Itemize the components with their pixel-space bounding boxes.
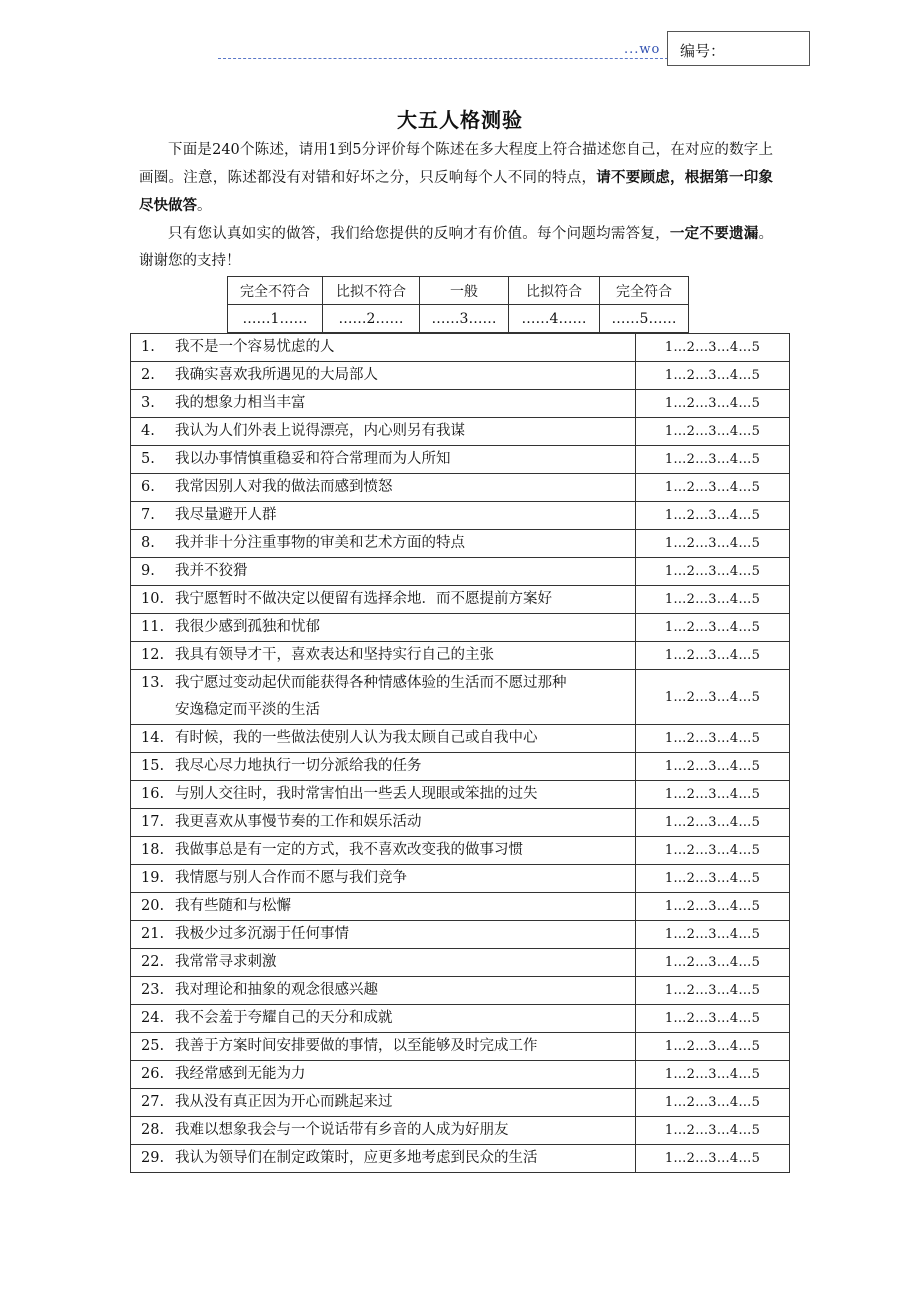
question-cell (131, 865, 636, 893)
question-cell (131, 446, 636, 474)
table-row (131, 837, 790, 865)
instructions-paragraph-1 (139, 137, 773, 220)
question-text: 我很少感到孤独和忧郁 (175, 619, 320, 635)
id-number-box[interactable] (667, 31, 810, 66)
question-number: 21. (141, 926, 165, 942)
question-cell (131, 418, 636, 446)
question-text: 我的想象力相当丰富 (175, 395, 306, 411)
scale-value: ……2…… (323, 305, 420, 333)
question-text: 我并不狡猾 (175, 563, 248, 579)
question-text: 与别人交往时，我时常害怕出一些丢人现眼或笨拙的过失 (175, 786, 538, 802)
answer-scale[interactable]: 1…2…3…4…5 (636, 670, 790, 725)
table-row (131, 642, 790, 670)
question-cell (131, 614, 636, 642)
question-text: 我更喜欢从事慢节奏的工作和娱乐活动 (175, 814, 422, 830)
table-row (131, 1061, 790, 1089)
question-text: 我宁愿暂时不做决定以便留有选择余地．而不愿提前方案好 (175, 591, 552, 607)
question-text: 我经常感到无能为力 (175, 1066, 306, 1082)
table-row (131, 334, 790, 362)
questionnaire-table (130, 333, 790, 1173)
instructions (139, 137, 773, 275)
question-cell (131, 502, 636, 530)
answer-scale[interactable]: 1…2…3…4…5 (636, 586, 790, 614)
scale-value: ……1…… (228, 305, 323, 333)
question-text: 我尽量避开人群 (175, 507, 277, 523)
answer-scale[interactable]: 1…2…3…4…5 (636, 1089, 790, 1117)
question-cell (131, 753, 636, 781)
answer-scale[interactable]: 1…2…3…4…5 (636, 753, 790, 781)
table-row (131, 1033, 790, 1061)
question-text: 我尽心尽力地执行一切分派给我的任务 (175, 758, 422, 774)
table-row (131, 446, 790, 474)
question-number: 22. (141, 954, 165, 970)
answer-scale[interactable]: 1…2…3…4…5 (636, 809, 790, 837)
question-text: 我确实喜欢我所遇见的大局部人 (175, 367, 378, 383)
answer-scale[interactable]: 1…2…3…4…5 (636, 334, 790, 362)
answer-scale[interactable]: 1…2…3…4…5 (636, 614, 790, 642)
question-cell (131, 809, 636, 837)
question-cell (131, 921, 636, 949)
scale-value: ……5…… (600, 305, 689, 333)
question-text: 我不是一个容易忧虑的人 (175, 339, 335, 355)
instructions-text: 只有您认真如实的做答，我们给您提供的反响才有价值。每个问题均需答复， (168, 226, 670, 242)
answer-scale[interactable]: 1…2…3…4…5 (636, 390, 790, 418)
table-row (131, 893, 790, 921)
question-cell (131, 1145, 636, 1173)
question-cell (131, 642, 636, 670)
answer-scale[interactable]: 1…2…3…4…5 (636, 865, 790, 893)
question-number: 18. (141, 842, 165, 858)
question-cell (131, 530, 636, 558)
table-row (131, 753, 790, 781)
question-text: 我极少过多沉溺于任何事情 (175, 926, 349, 942)
scale-label: 完全符合 (600, 277, 689, 305)
question-number: 10. (141, 591, 165, 607)
question-cell (131, 837, 636, 865)
question-text: 我认为领导们在制定政策时，应更多地考虑到民众的生活 (175, 1150, 538, 1166)
answer-scale[interactable]: 1…2…3…4…5 (636, 781, 790, 809)
answer-scale[interactable]: 1…2…3…4…5 (636, 1117, 790, 1145)
question-number: 27. (141, 1094, 165, 1110)
header-watermark: ...wo (624, 42, 661, 57)
question-number: 9. (141, 563, 155, 579)
table-row (131, 530, 790, 558)
table-row (131, 781, 790, 809)
answer-scale[interactable]: 1…2…3…4…5 (636, 725, 790, 753)
table-row (131, 1117, 790, 1145)
question-text: 我难以想象我会与一个说话带有乡音的人成为好朋友 (175, 1122, 509, 1138)
question-cell (131, 1033, 636, 1061)
table-row (131, 362, 790, 390)
table-row (131, 614, 790, 642)
question-number: 25. (141, 1038, 165, 1054)
question-text: 有时候，我的一些做法使别人认为我太顾自己或自我中心 (175, 730, 538, 746)
question-number: 11. (141, 619, 165, 635)
question-number: 23. (141, 982, 165, 998)
answer-scale[interactable]: 1…2…3…4…5 (636, 530, 790, 558)
question-number: 12. (141, 647, 165, 663)
question-text: 我宁愿过变动起伏而能获得各种情感体验的生活而不愿过那种 (175, 675, 567, 691)
question-number: 28. (141, 1122, 165, 1138)
question-number: 1. (141, 339, 155, 355)
table-row (131, 725, 790, 753)
question-cell (131, 1089, 636, 1117)
question-number: 24. (141, 1010, 165, 1026)
question-text: 我善于方案时间安排要做的事情，以至能够及时完成工作 (175, 1038, 538, 1054)
answer-scale[interactable]: 1…2…3…4…5 (636, 1005, 790, 1033)
table-row (131, 949, 790, 977)
table-row (131, 977, 790, 1005)
question-text: 我以办事情慎重稳妥和符合常理而为人所知 (175, 451, 451, 467)
answer-scale[interactable]: 1…2…3…4…5 (636, 558, 790, 586)
question-cell (131, 474, 636, 502)
instructions-emphasis: 请不要顾虑，根据第一印象尽快做答 (139, 169, 773, 214)
header-dashed-line (218, 58, 668, 59)
instructions-text-end: 。 (197, 198, 212, 214)
question-text: 我做事总是有一定的方式，我不喜欢改变我的做事习惯 (175, 842, 523, 858)
instructions-text-end: 。谢谢您的支持！ (139, 226, 773, 269)
scale-values-row (228, 305, 689, 333)
id-label: 编号： (680, 42, 726, 60)
answer-scale[interactable]: 1…2…3…4…5 (636, 1061, 790, 1089)
answer-scale[interactable]: 1…2…3…4…5 (636, 1145, 790, 1173)
scale-label: 完全不符合 (228, 277, 323, 305)
instructions-paragraph-2 (139, 220, 773, 275)
rating-scale-legend (227, 276, 689, 333)
scale-label: 比拟符合 (509, 277, 600, 305)
question-number: 4. (141, 423, 155, 439)
question-cell (131, 670, 636, 725)
question-number: 29. (141, 1150, 165, 1166)
question-number: 5. (141, 451, 155, 467)
question-text: 我认为人们外表上说得漂亮，内心则另有我谋 (175, 423, 465, 439)
question-text: 我情愿与别人合作而不愿与我们竞争 (175, 870, 407, 886)
question-text: 我常因别人对我的做法而感到愤怒 (175, 479, 393, 495)
question-cell (131, 725, 636, 753)
answer-scale[interactable]: 1…2…3…4…5 (636, 502, 790, 530)
table-row (131, 418, 790, 446)
table-row (131, 1145, 790, 1173)
question-number: 13. (141, 675, 165, 691)
question-number: 26. (141, 1066, 165, 1082)
question-cell (131, 1061, 636, 1089)
question-number: 14. (141, 730, 165, 746)
answer-scale[interactable]: 1…2…3…4…5 (636, 893, 790, 921)
instructions-text: 下面是240个陈述，请用1到5分评价每个陈述在多大程度上符合描述您自己，在对应的数字上画圈。注意，陈述都没有对错和好坏之分，只反响每个人不同的特点， (139, 142, 773, 186)
answer-scale[interactable]: 1…2…3…4…5 (636, 362, 790, 390)
answer-scale[interactable]: 1…2…3…4…5 (636, 921, 790, 949)
scale-labels-row (228, 277, 689, 305)
question-number: 6. (141, 479, 155, 495)
table-row (131, 809, 790, 837)
question-cell (131, 558, 636, 586)
answer-scale[interactable]: 1…2…3…4…5 (636, 977, 790, 1005)
table-row (131, 1005, 790, 1033)
scale-value: ……3…… (420, 305, 509, 333)
question-text: 我有些随和与松懈 (175, 898, 291, 914)
answer-scale[interactable]: 1…2…3…4…5 (636, 446, 790, 474)
table-row (131, 474, 790, 502)
question-cell (131, 390, 636, 418)
question-text: 我对理论和抽象的观念很感兴趣 (175, 982, 378, 998)
answer-scale[interactable]: 1…2…3…4…5 (636, 642, 790, 670)
table-row (131, 502, 790, 530)
table-row (131, 586, 790, 614)
table-row (131, 670, 790, 725)
question-text: 我不会羞于夸耀自己的天分和成就 (175, 1010, 393, 1026)
question-cell (131, 781, 636, 809)
answer-scale[interactable]: 1…2…3…4…5 (636, 1033, 790, 1061)
answer-scale[interactable]: 1…2…3…4…5 (636, 474, 790, 502)
answer-scale[interactable]: 1…2…3…4…5 (636, 837, 790, 865)
question-number: 2. (141, 367, 155, 383)
question-cell (131, 1005, 636, 1033)
scale-label: 比拟不符合 (323, 277, 420, 305)
question-cell (131, 334, 636, 362)
question-cell (131, 362, 636, 390)
question-cell (131, 1117, 636, 1145)
question-number: 17. (141, 814, 165, 830)
scale-label: 一般 (420, 277, 509, 305)
question-text-continued: 安逸稳定而平淡的生活 (175, 702, 320, 718)
question-text: 我常常寻求刺激 (175, 954, 277, 970)
scale-value: ……4…… (509, 305, 600, 333)
table-row (131, 1089, 790, 1117)
question-cell (131, 977, 636, 1005)
table-row (131, 390, 790, 418)
table-row (131, 865, 790, 893)
table-row (131, 921, 790, 949)
question-text: 我具有领导才干，喜欢表达和坚持实行自己的主张 (175, 647, 494, 663)
question-number: 3. (141, 395, 155, 411)
question-number: 16. (141, 786, 165, 802)
instructions-emphasis: 一定不要遗漏 (669, 225, 759, 242)
answer-scale[interactable]: 1…2…3…4…5 (636, 949, 790, 977)
question-text: 我从没有真正因为开心而跳起来过 (175, 1094, 393, 1110)
question-number: 20. (141, 898, 165, 914)
question-number: 7. (141, 507, 155, 523)
answer-scale[interactable]: 1…2…3…4…5 (636, 418, 790, 446)
table-row (131, 558, 790, 586)
question-cell (131, 586, 636, 614)
question-number: 8. (141, 535, 155, 551)
question-text: 我并非十分注重事物的审美和艺术方面的特点 (175, 535, 465, 551)
question-number: 19. (141, 870, 165, 886)
question-cell (131, 893, 636, 921)
question-number: 15. (141, 758, 165, 774)
question-cell (131, 949, 636, 977)
page-title: 大五人格测验 (397, 108, 523, 132)
